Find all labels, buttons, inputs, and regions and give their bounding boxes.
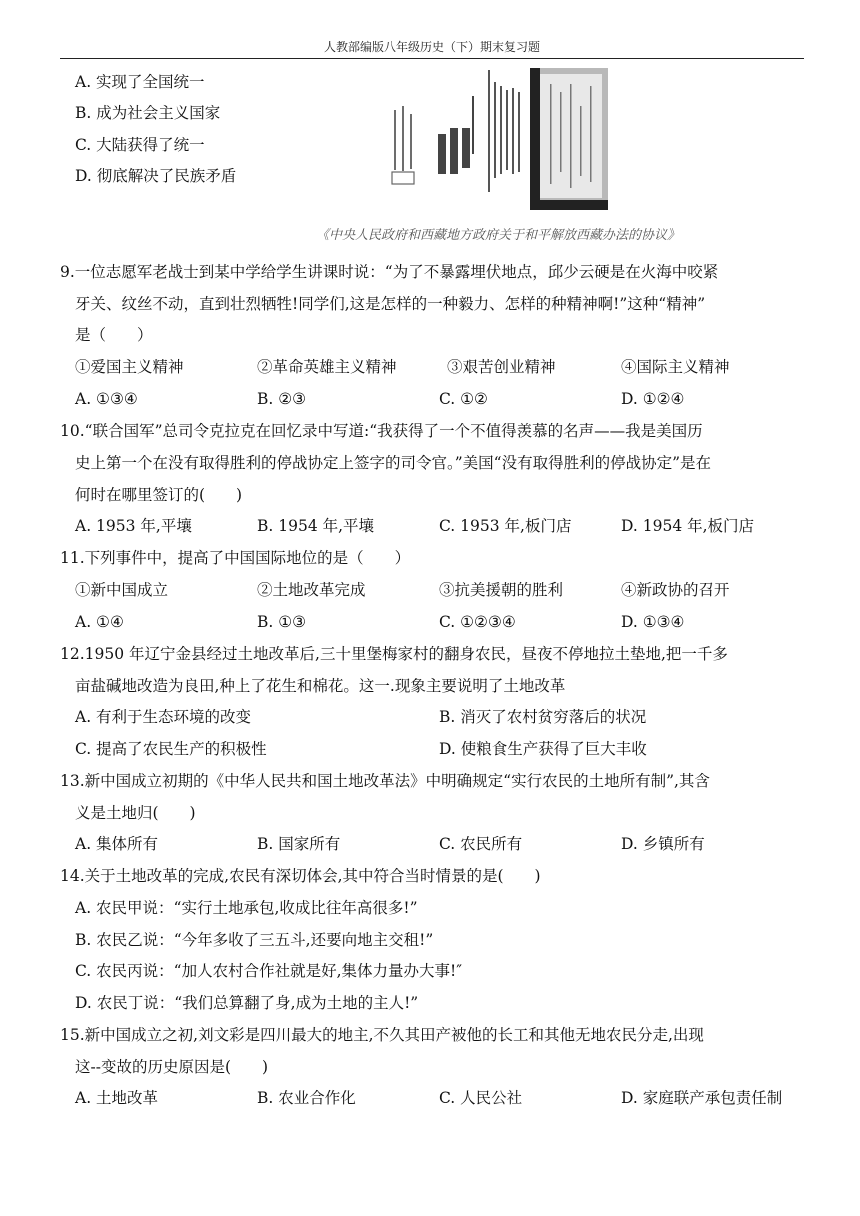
q9-stem-line-1: 9.一位志愿军老战士到某中学给学生讲课时说：“为了不暴露埋伏地点，邱少云硬是在火海中咬紧 <box>60 263 719 281</box>
q15-option-c: C. 人民公社 <box>439 1089 523 1107</box>
q15-stem-line-2: 这--变故的历史原因是( ) <box>75 1058 269 1076</box>
q10-stem-line-3: 何时在哪里签订的( ) <box>75 486 243 504</box>
q15-option-a: A. 土地改革 <box>75 1089 159 1107</box>
q12-option-d: D. 使粮食生产获得了巨大丰收 <box>439 740 647 758</box>
q9-option-c: C. ①② <box>439 390 488 408</box>
q11-item-2: ②土地改革完成 <box>257 581 366 599</box>
q11-item-3: ③抗美援朝的胜利 <box>439 581 564 599</box>
q12-stem-line-1: 12.1950 年辽宁金县经过土地改革后,三十里堡梅家村的翻身农民，昼夜不停地拉土垫地,把一千多 <box>60 645 728 663</box>
q11-item-1: ①新中国成立 <box>75 581 169 599</box>
q10-stem-line-1: 10.“联合国军”总司令克拉克在回忆录中写道:“我获得了一个不值得羡慕的名声——我是美国历 <box>60 422 703 440</box>
q14-option-d: D. 农民丁说：“我们总算翻了身,成为土地的主人!” <box>75 994 419 1012</box>
q14-option-a: A. 农民甲说：“实行土地承包,收成比往年高很多!” <box>75 899 418 917</box>
q12-stem-line-2: 亩盐碱地改造为良田,种上了花生和棉花。这一.现象主要说明了土地改革 <box>75 677 566 695</box>
q9-item-3: ③艰苦创业精神 <box>447 358 556 376</box>
treaty-document-photo <box>362 66 612 214</box>
q15-option-b: B. 农业合作化 <box>257 1089 356 1107</box>
q10-option-c: C. 1953 年,板门店 <box>439 517 572 535</box>
header-divider <box>60 58 804 59</box>
q9-stem-line-3: 是（ ） <box>75 326 153 344</box>
q12-option-b: B. 消灭了农村贫穷落后的状况 <box>439 708 647 726</box>
q13-stem-line-2: 义是土地归( ) <box>75 804 196 822</box>
q8-option-b: B. 成为社会主义国家 <box>75 104 221 122</box>
q11-option-a: A. ①④ <box>75 613 124 631</box>
q8-option-c: C. 大陆获得了统一 <box>75 136 205 154</box>
q9-item-1: ①爱国主义精神 <box>75 358 184 376</box>
q8-option-d: D. 彻底解决了民族矛盾 <box>75 167 237 185</box>
q14-stem-line-1: 14.关于土地改革的完成,农民有深切体会,其中符合当时情景的是( ) <box>60 867 541 885</box>
q12-option-c: C. 提高了农民生产的积极性 <box>75 740 267 758</box>
photo-caption: 《中央人民政府和西藏地方政府关于和平解放西藏办法的协议》 <box>315 228 680 243</box>
q12-option-a: A. 有利于生态环境的改变 <box>75 708 252 726</box>
q9-stem-line-2: 牙关、纹丝不动，直到壮烈牺牲!同学们,这是怎样的一种毅力、怎样的种精神啊!”这种“精神” <box>75 295 706 313</box>
page-header: 人教部编版八年级历史（下）期末复习题 <box>323 40 540 54</box>
q10-stem-line-2: 史上第一个在没有取得胜利的停战协定上签字的司令官。”美国“没有取得胜利的停战协定”是在 <box>75 454 712 472</box>
q15-stem-line-1: 15.新中国成立之初,刘文彩是四川最大的地主,不久其田产被他的长工和其他无地农民分走,出现 <box>60 1026 704 1044</box>
q9-option-a: A. ①③④ <box>75 390 138 408</box>
q9-option-b: B. ②③ <box>257 390 307 408</box>
q11-option-d: D. ①③④ <box>621 613 685 631</box>
q8-option-a: A. 实现了全国统一 <box>75 73 205 91</box>
q13-option-c: C. 农民所有 <box>439 835 523 853</box>
q15-option-d: D. 家庭联产承包责任制 <box>621 1089 783 1107</box>
q13-option-a: A. 集体所有 <box>75 835 159 853</box>
q13-option-b: B. 国家所有 <box>257 835 341 853</box>
q13-option-d: D. 乡镇所有 <box>621 835 705 853</box>
q10-option-a: A. 1953 年,平壤 <box>75 517 192 535</box>
q11-stem-line-1: 11.下列事件中，提高了中国国际地位的是（ ） <box>60 549 411 567</box>
q9-item-4: ④国际主义精神 <box>621 358 730 376</box>
q11-item-4: ④新政协的召开 <box>621 581 730 599</box>
q13-stem-line-1: 13.新中国成立初期的《中华人民共和国土地改革法》中明确规定“实行农民的土地所有制”,其含 <box>60 772 710 790</box>
q9-option-d: D. ①②④ <box>621 390 685 408</box>
q10-option-d: D. 1954 年,板门店 <box>621 517 755 535</box>
q11-option-b: B. ①③ <box>257 613 307 631</box>
q11-option-c: C. ①②③④ <box>439 613 516 631</box>
q14-option-c: C. 农民丙说：“加人农村合作社就是好,集体力量办大事!″ <box>75 962 463 980</box>
q9-item-2: ②革命英雄主义精神 <box>257 358 397 376</box>
q14-option-b: B. 农民乙说：“今年多收了三五斗,还要向地主交租!” <box>75 931 434 949</box>
q10-option-b: B. 1954 年,平壤 <box>257 517 375 535</box>
